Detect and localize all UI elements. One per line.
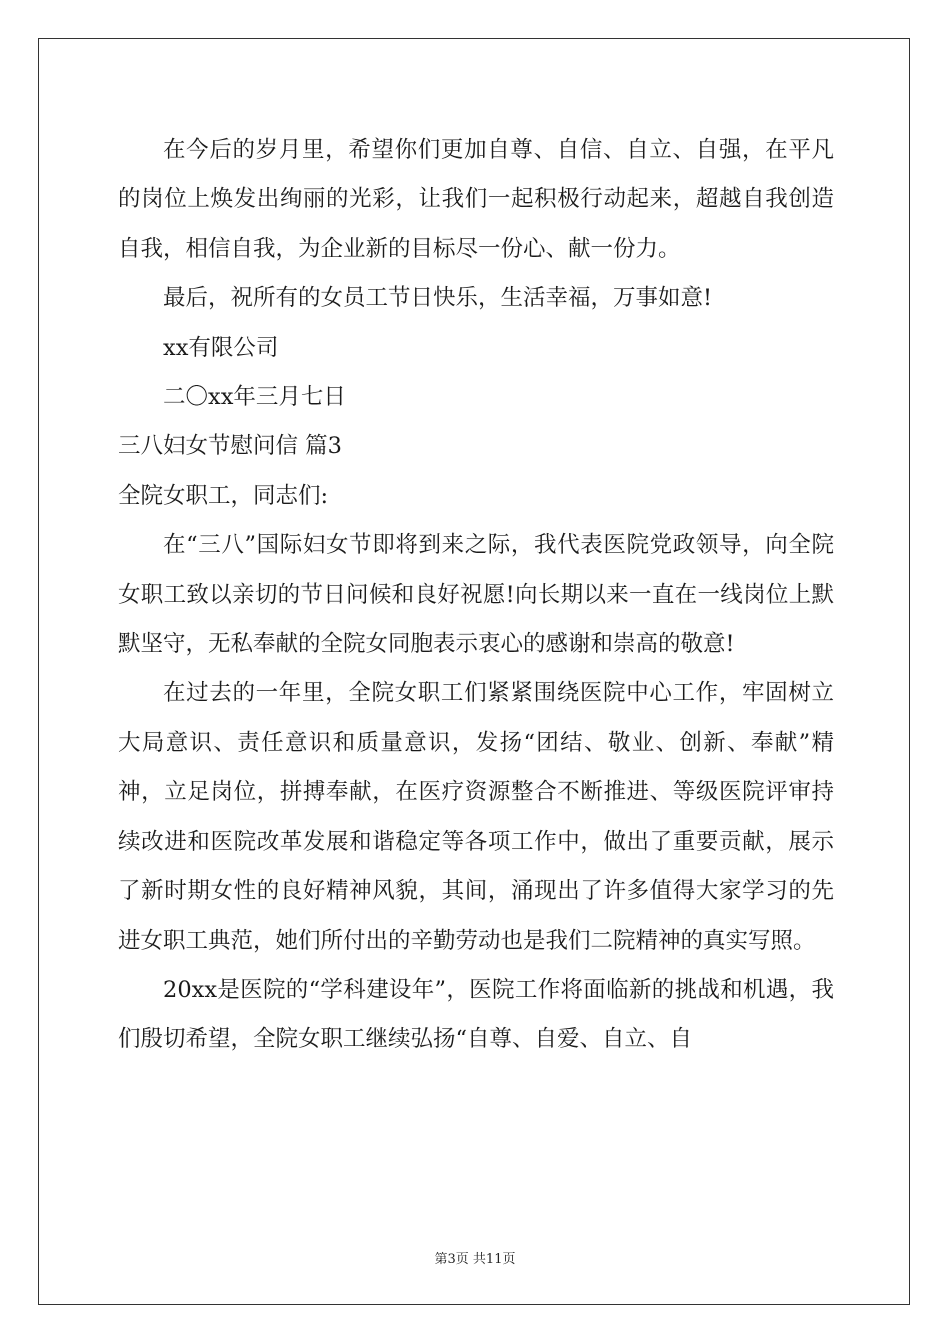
- paragraph-2: 最后，祝所有的女员工节日快乐，生活幸福，万事如意!: [163, 285, 713, 312]
- paragraph-1: 在今后的岁月里，希望你们更加自尊、自信、自立、自强，在平凡的岗位上焕发出绚丽的光彩，让我们一起积极行动起来，超越自我创造自我，相信自我，为企业新的目标尽一份心、献一份力。: [118, 137, 834, 262]
- paragraph-5: 20xx是医院的“学科建设年”，医院工作将面临新的挑战和机遇，我们殷切希望，全院女职工继续弘扬“自尊、自爱、自立、自: [118, 976, 834, 1053]
- salutation: 全院女职工，同志们:: [118, 482, 329, 509]
- section-title: 三八妇女节慰问信 篇3: [118, 433, 342, 460]
- paragraph-3: 在“三八”国际妇女节即将到来之际，我代表医院党政领导，向全院女职工致以亲切的节日问候和良好祝愿!向长期以来一直在一线岗位上默默坚守，无私奉献的全院女同胞表示衷心的感谢和崇高的敬意!: [118, 532, 834, 658]
- company-name: xx有限公司: [163, 334, 279, 361]
- document-body: [118, 126, 834, 1065]
- letter-date: 二〇xx年三月七日: [163, 384, 346, 411]
- paragraph-4: 在过去的一年里，全院女职工们紧紧围绕医院中心工作，牢固树立大局意识、责任意识和质量意识，发扬“团结、敬业、创新、奉献”精神，立足岗位，拼搏奉献，在医疗资源整合不断推进、等级医院评审持续改进和医院改革发展和谐稳定等各项工作中，做出了重要贡献，展示了新时期女性的良好精神风貌，其间，涌现出了许多值得大家学习的先进女职工典范，她们所付出的辛勤劳动也是我们二院精神的真实写照。: [118, 680, 834, 954]
- page-footer: 第3页 共11页: [434, 1252, 516, 1267]
